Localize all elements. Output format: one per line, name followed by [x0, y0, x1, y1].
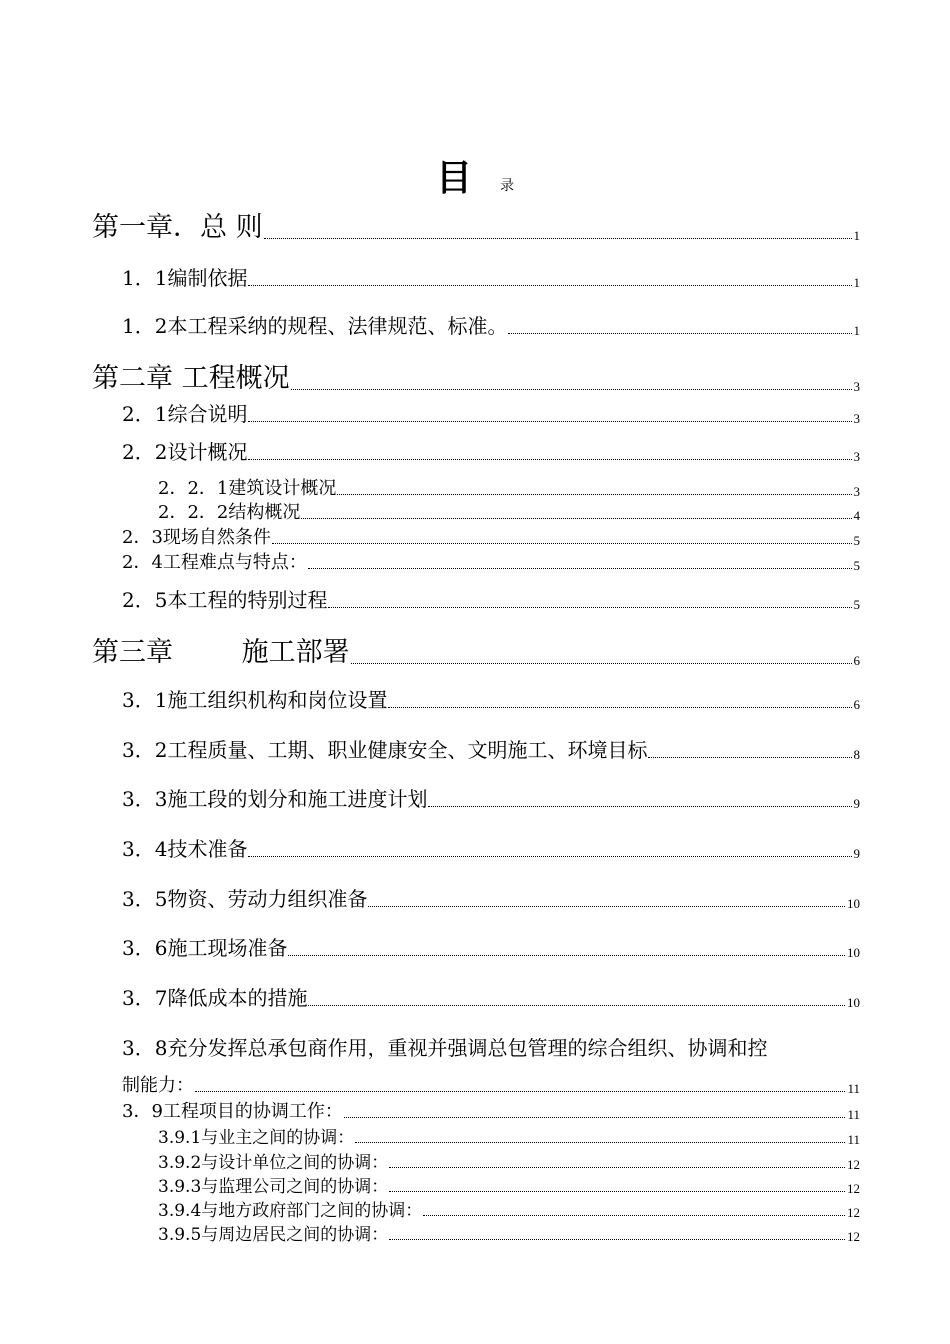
toc-entry-page: 9: [853, 846, 860, 861]
toc-entry-label: 2．4工程难点与特点：: [122, 552, 307, 573]
toc-entry-label: 3．6施工现场准备: [122, 936, 288, 960]
leader-dots: [248, 420, 851, 422]
leader-dots: [308, 1004, 845, 1006]
toc-entry-label: 1．1编制依据: [122, 266, 248, 290]
toc-entry-label: 3．1施工组织机构和岗位设置: [122, 688, 388, 712]
leader-dots: [248, 855, 851, 857]
toc-entry-label: 3.9.3与监理公司之间的协调：: [158, 1177, 389, 1197]
toc-entry-page: 11: [847, 1132, 860, 1147]
leader-dots: [428, 805, 851, 807]
leader-dots: [291, 388, 852, 390]
toc-entry-label: 3．4技术准备: [122, 837, 248, 861]
toc-entry-3-4[interactable]: [122, 833, 860, 862]
leader-dots: [328, 606, 851, 608]
toc-entry-chapter-1[interactable]: [92, 205, 860, 244]
toc-entry-label: 第一章．总 则: [92, 212, 263, 243]
toc-entry-2-2[interactable]: [122, 436, 860, 465]
toc-entry-page: 11: [847, 1081, 860, 1096]
toc-entry-label: 3.9.5与周边居民之间的协调：: [158, 1225, 389, 1245]
toc-entry-3-8-cont[interactable]: [122, 1071, 860, 1097]
leader-dots: [195, 1090, 845, 1092]
toc-entry-page: 6: [853, 697, 860, 712]
toc-entry-page: 9: [853, 796, 860, 811]
toc-entry-page: 11: [847, 1107, 860, 1122]
toc-entry-page: 12: [847, 1181, 860, 1196]
toc-entry-3-9[interactable]: [122, 1097, 860, 1123]
toc-entry-label: 3.9.1与业主之间的协调：: [158, 1128, 355, 1148]
leader-dots: [389, 1190, 845, 1192]
toc-entry-2-3[interactable]: [122, 523, 860, 549]
toc-entry-3-1[interactable]: [122, 684, 860, 713]
toc-title-sub: 录: [500, 178, 514, 194]
toc-entry-page: 10: [847, 945, 860, 960]
toc-entry-3-8[interactable]: [122, 1032, 862, 1061]
leader-dots: [337, 493, 851, 495]
toc-entry-page: 6: [853, 653, 860, 668]
toc-entry-3-9-5[interactable]: [158, 1220, 860, 1245]
toc-entry-page: 12: [847, 1157, 860, 1172]
toc-entry-chapter-3[interactable]: [92, 630, 860, 669]
leader-dots: [508, 332, 851, 334]
toc-entry-3-9-4[interactable]: [158, 1196, 860, 1221]
toc-entry-label: 3.9.2与设计单位之间的协调：: [158, 1153, 389, 1173]
leader-dots: [308, 567, 852, 569]
leader-dots: [351, 662, 852, 664]
toc-entry-page: 12: [847, 1205, 860, 1220]
leader-dots: [272, 542, 852, 544]
toc-entry-page: 10: [847, 896, 860, 911]
toc-entry-2-1[interactable]: [122, 398, 860, 427]
toc-entry-label: 1．2本工程采纳的规程、法律规范、标准。: [122, 314, 508, 338]
leader-dots: [301, 517, 851, 519]
toc-entry-3-6[interactable]: [122, 932, 860, 961]
toc-entry-label: 第二章 工程概况: [92, 363, 290, 394]
toc-entry-chapter-2[interactable]: [92, 356, 860, 395]
toc-entry-page: 10: [847, 995, 860, 1010]
toc-entry-page: 3: [853, 379, 860, 394]
toc-entry-label: 2．1综合说明: [122, 402, 248, 426]
toc-entry-label: 第三章 施工部署: [92, 637, 350, 668]
toc-entry-3-9-2[interactable]: [158, 1148, 860, 1173]
toc-entry-2-2-2[interactable]: [158, 498, 860, 524]
toc-entry-page: 3: [853, 411, 860, 426]
leader-dots: [355, 1141, 845, 1143]
toc-entry-page: 5: [853, 558, 860, 573]
toc-entry-3-9-3[interactable]: [158, 1172, 860, 1197]
toc-entry-label: 3．5物资、劳动力组织准备: [122, 887, 368, 911]
toc-entry-2-5[interactable]: [122, 584, 860, 613]
toc-entry-page: 1: [853, 275, 860, 290]
toc-entry-page: 3: [853, 484, 860, 499]
toc-entry-page: 12: [847, 1229, 860, 1244]
toc-entry-page: 4: [853, 508, 860, 523]
toc-entry-page: 5: [853, 597, 860, 612]
toc-entry-label: 制能力：: [122, 1075, 194, 1096]
leader-dots: [344, 1116, 846, 1118]
toc-entry-3-5[interactable]: [122, 883, 860, 912]
leader-dots: [423, 1214, 845, 1216]
leader-dots: [264, 237, 852, 239]
toc-entry-label: 2．2．1建筑设计概况: [158, 478, 337, 499]
toc-entry-2-4[interactable]: [122, 548, 860, 574]
leader-dots: [368, 905, 845, 907]
toc-entry-1-1[interactable]: [122, 262, 860, 291]
toc-entry-label: 2．3现场自然条件: [122, 527, 271, 548]
toc-entry-label: 2．5本工程的特别过程: [122, 588, 328, 612]
toc-entry-1-2[interactable]: [122, 310, 860, 339]
toc-entry-page: 1: [853, 228, 860, 243]
leader-dots: [389, 1238, 845, 1240]
toc-entry-label: 3．8充分发挥总承包商作用，重视并强调总包管理的综合组织、协调和控: [122, 1036, 768, 1060]
toc-entry-label: 3．3施工段的划分和施工进度计划: [122, 787, 428, 811]
toc-entry-label: 3.9.4与地方政府部门之间的协调：: [158, 1201, 423, 1221]
leader-dots: [388, 706, 851, 708]
toc-entry-page: 5: [853, 533, 860, 548]
leader-dots: [248, 458, 851, 460]
toc-title: [0, 150, 950, 201]
toc-entry-2-2-1[interactable]: [158, 474, 860, 500]
leader-dots: [288, 954, 845, 956]
leader-dots: [648, 756, 851, 758]
toc-entry-3-2[interactable]: [122, 734, 860, 763]
toc-entry-label: 2．2．2结构概况: [158, 502, 301, 523]
toc-entry-3-9-1[interactable]: [158, 1123, 860, 1148]
toc-title-main: 目: [435, 157, 472, 199]
toc-entry-3-7[interactable]: [122, 982, 860, 1011]
leader-dots: [248, 284, 851, 286]
toc-entry-label: 2．2设计概况: [122, 440, 248, 464]
toc-entry-3-3[interactable]: [122, 783, 860, 812]
toc-entry-page: 1: [853, 323, 860, 338]
leader-dots: [389, 1166, 845, 1168]
toc-entry-label: 3．9工程项目的协调工作：: [122, 1101, 343, 1122]
toc-entry-page: 8: [853, 747, 860, 762]
toc-entry-label: 3．2工程质量、工期、职业健康安全、文明施工、环境目标: [122, 738, 648, 762]
toc-entry-label: 3．7降低成本的措施: [122, 986, 308, 1010]
toc-entry-page: 3: [853, 449, 860, 464]
